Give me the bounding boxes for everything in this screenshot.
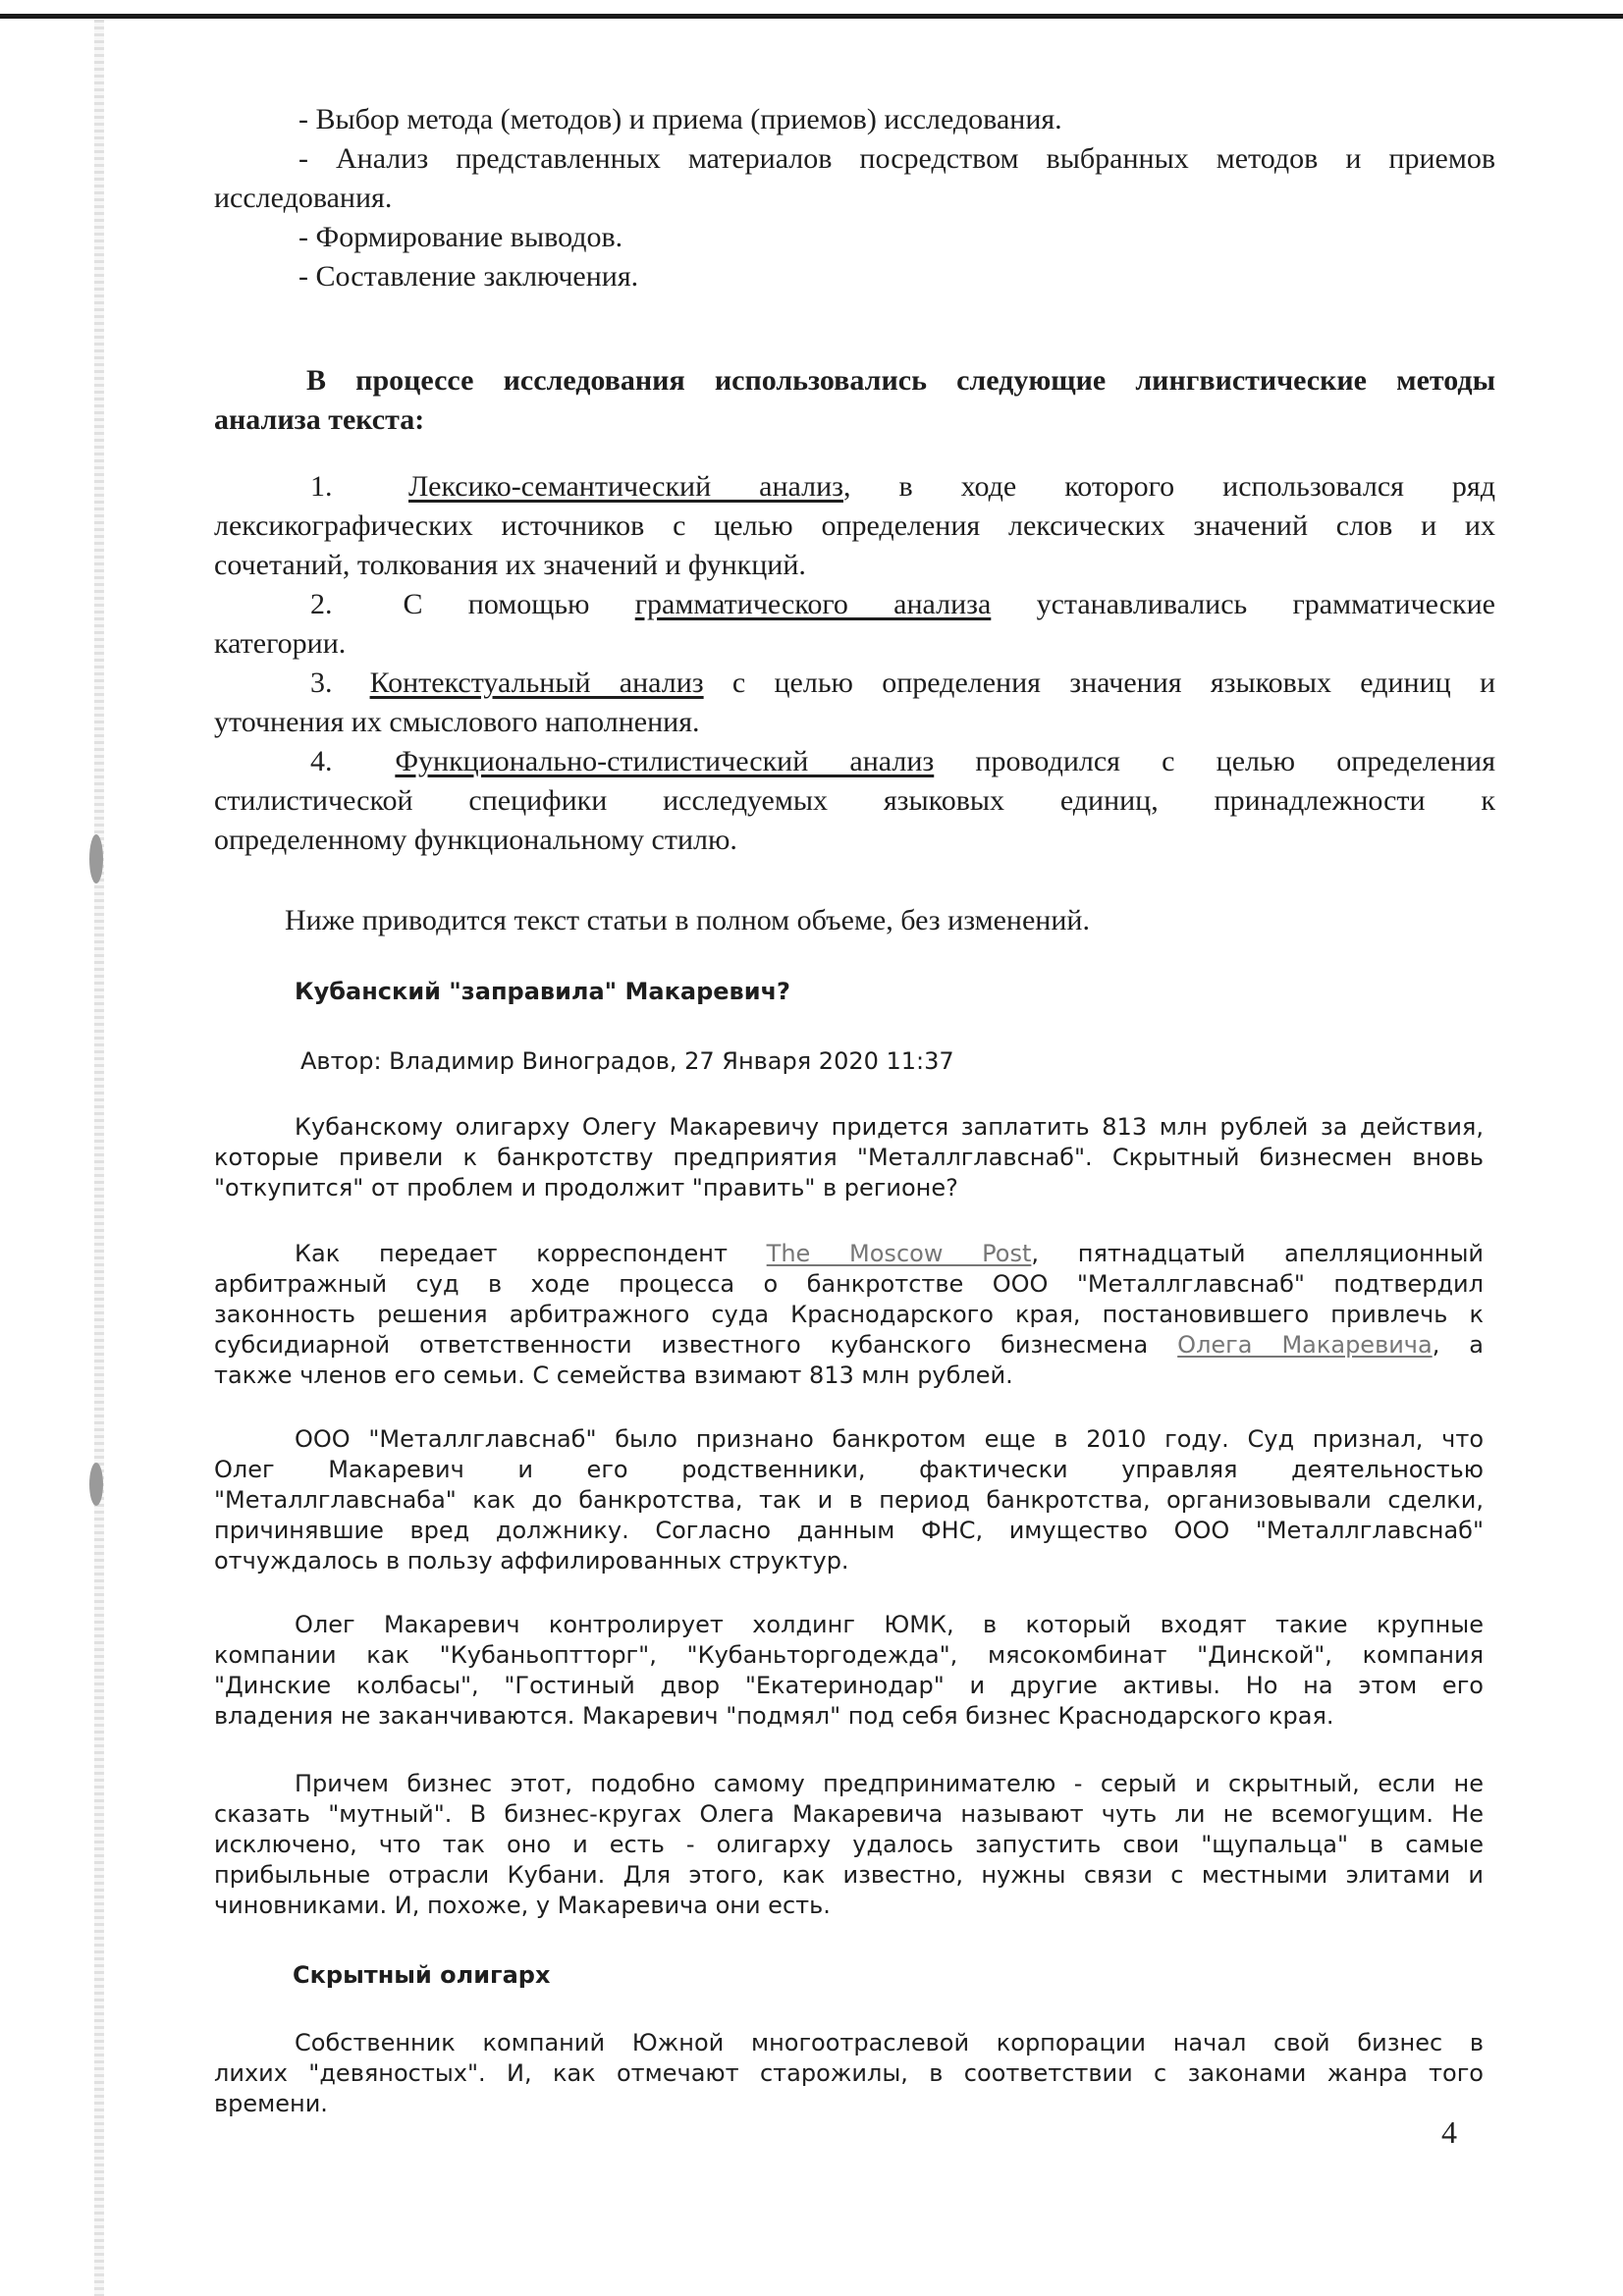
- method-term: Функционально-стилистический анализ: [395, 745, 935, 777]
- method-line: стилистической специфики исследуемых языковых единиц, принадлежности к: [214, 784, 1495, 817]
- intro-note: [214, 901, 1495, 940]
- step-item: - Выбор метода (методов) и приема (приемов) исследования.: [298, 103, 1062, 135]
- steps-list: [214, 100, 1495, 296]
- method-number: 3.: [310, 667, 333, 699]
- paragraph-text: Как передает корреспондент: [295, 1240, 767, 1267]
- article-paragraph-5: [214, 2028, 1484, 2119]
- method-text: с целью определения значения языковых единиц и: [703, 667, 1496, 699]
- methods-list: [214, 467, 1495, 860]
- method-item: [214, 585, 1495, 624]
- paragraph-line: арбитражный суд в ходе процесса о банкротстве ООО "Металлглавснаб" подтвердил: [214, 1270, 1484, 1298]
- paragraph-line: Олег Макаревич и его родственники, фактически управляя деятельностью: [214, 1456, 1484, 1483]
- method-number: 1.: [310, 470, 333, 503]
- paragraph-line: ООО "Металлглавснаб" было признано банкротом еще в 2010 году. Суд признал, что: [295, 1425, 1484, 1453]
- method-text: , в ходе которого использовался ряд: [842, 470, 1495, 503]
- article-byline: [300, 1046, 1582, 1077]
- method-text: устанавливались грамматические: [991, 588, 1495, 620]
- method-item: [214, 742, 1495, 781]
- makarevich-link[interactable]: Олега Макаревича: [1177, 1331, 1433, 1359]
- paragraph-line: "Металлглавснаба" как до банкротства, так и в период банкротства, организовывали сделки,: [214, 1486, 1484, 1514]
- paragraph-line: сказать "мутный". В бизнес-кругах Олега Макаревича называют чуть ли не всемогущим. Не: [214, 1800, 1484, 1828]
- article-paragraph-4: [214, 1769, 1484, 1921]
- subheading-text: Скрытный олигарх: [293, 1961, 551, 1989]
- method-number: 4.: [310, 745, 333, 777]
- method-term: Контекстуальный анализ: [369, 667, 704, 699]
- method-line: сочетаний, толкования их значений и функций.: [214, 549, 806, 581]
- paragraph-line: чиновниками. И, похоже, у Макаревича они есть.: [214, 1892, 831, 1919]
- paragraph-line: также членов его семьи. С семейства взимают 813 млн рублей.: [214, 1362, 1013, 1389]
- methods-heading-line: В процессе исследования использовались следующие лингвистические методы: [306, 364, 1495, 397]
- method-term: Лексико-семантический анализ: [408, 470, 843, 503]
- scan-left-edge: [94, 20, 104, 2296]
- step-item: - Анализ представленных материалов посредством выбранных методов и приемов: [298, 142, 1495, 175]
- method-text: С помощью: [403, 588, 635, 620]
- paragraph-line: "Динские колбасы", "Гостиный двор "Екатеринодар" и другие активы. Но на этом его: [214, 1672, 1484, 1699]
- intro-note-text: Ниже приводится текст статьи в полном объеме, без изменений.: [285, 904, 1090, 936]
- method-line: лексикографических источников с целью определения лексических значений слов и их: [214, 509, 1495, 542]
- method-item: [214, 664, 1495, 703]
- paragraph-line: причинявшие вред должнику. Согласно данным ФНС, имущество ООО "Металлглавснаб": [214, 1517, 1484, 1544]
- article-title: [295, 977, 1576, 1007]
- method-line: категории.: [214, 627, 347, 660]
- article-paragraph-3: [214, 1610, 1484, 1732]
- paragraph-line: [214, 1239, 1484, 1269]
- step-item: - Формирование выводов.: [298, 221, 623, 253]
- paragraph-text: , а: [1432, 1331, 1485, 1359]
- methods-heading-line: анализа текста:: [214, 403, 425, 436]
- article-title-text: Кубанский "заправила" Макаревич?: [295, 978, 790, 1005]
- article-paragraph-1: [214, 1239, 1484, 1391]
- method-item: [214, 467, 1495, 507]
- binding-hole-mark: [89, 834, 103, 883]
- paragraph-line: Олег Макаревич контролирует холдинг ЮМК, в который входят такие крупные: [295, 1611, 1484, 1638]
- method-term: грамматического анализа: [634, 588, 992, 620]
- paragraph-line: времени.: [214, 2090, 328, 2117]
- paragraph-line: исключено, что так оно и есть - олигарху удалось запустить свои "щупальца" в самые: [214, 1831, 1484, 1858]
- article-lead: [214, 1112, 1484, 1203]
- lead-line: Кубанскому олигарху Олегу Макаревичу придется заплатить 813 млн рублей за действия,: [295, 1113, 1484, 1141]
- paragraph-line: Собственник компаний Южной многоотраслевой корпорации начал свой бизнес в: [295, 2029, 1484, 2056]
- scan-top-border: [0, 14, 1623, 19]
- methods-heading: [214, 361, 1495, 440]
- page-number: 4: [1441, 2114, 1457, 2150]
- paragraph-line: отчуждалось в пользу аффилированных структур.: [214, 1547, 849, 1575]
- paragraph-line: владения не заканчиваются. Макаревич "подмял" под себя бизнес Краснодарского края.: [214, 1702, 1334, 1730]
- lead-line: "откупится" от проблем и продолжит "править" в регионе?: [214, 1174, 958, 1201]
- article-subheading: [293, 1960, 1574, 1991]
- step-item-continued: исследования.: [214, 182, 393, 214]
- paragraph-text: , пятнадцатый апелляционный: [1031, 1240, 1485, 1267]
- method-line: определенному функциональному стилю.: [214, 824, 737, 856]
- binding-hole-mark: [89, 1463, 103, 1506]
- paragraph-line: [214, 1330, 1484, 1361]
- method-line: уточнения их смыслового наполнения.: [214, 706, 700, 738]
- paragraph-line: лихих "девяностых". И, как отмечают старожилы, в соответствии с законами жанра того: [214, 2059, 1484, 2087]
- method-text: проводился с целью определения: [934, 745, 1495, 777]
- moscow-post-link[interactable]: The Moscow Post: [766, 1240, 1032, 1267]
- step-item: - Составление заключения.: [298, 260, 639, 293]
- paragraph-line: законность решения арбитражного суда Краснодарского края, постановившего привлечь к: [214, 1301, 1484, 1328]
- method-number: 2.: [310, 588, 333, 620]
- paragraph-line: прибыльные отрасли Кубани. Для этого, как известно, нужны связи с местными элитами и: [214, 1861, 1484, 1889]
- byline-text: Автор: Владимир Виноградов, 27 Января 2020 11:37: [300, 1047, 954, 1075]
- lead-line: которые привели к банкротству предприятия "Металлглавснаб". Скрытный бизнесмен вновь: [214, 1144, 1484, 1171]
- paragraph-text: субсидиарной ответственности известного кубанского бизнесмена: [214, 1331, 1178, 1359]
- paragraph-line: компании как "Кубаньоптторг", "Кубаньторгодежда", мясокомбинат "Динской", компания: [214, 1641, 1484, 1669]
- article-paragraph-2: [214, 1424, 1484, 1576]
- paragraph-line: Причем бизнес этот, подобно самому предпринимателю - серый и скрытный, если не: [295, 1770, 1484, 1797]
